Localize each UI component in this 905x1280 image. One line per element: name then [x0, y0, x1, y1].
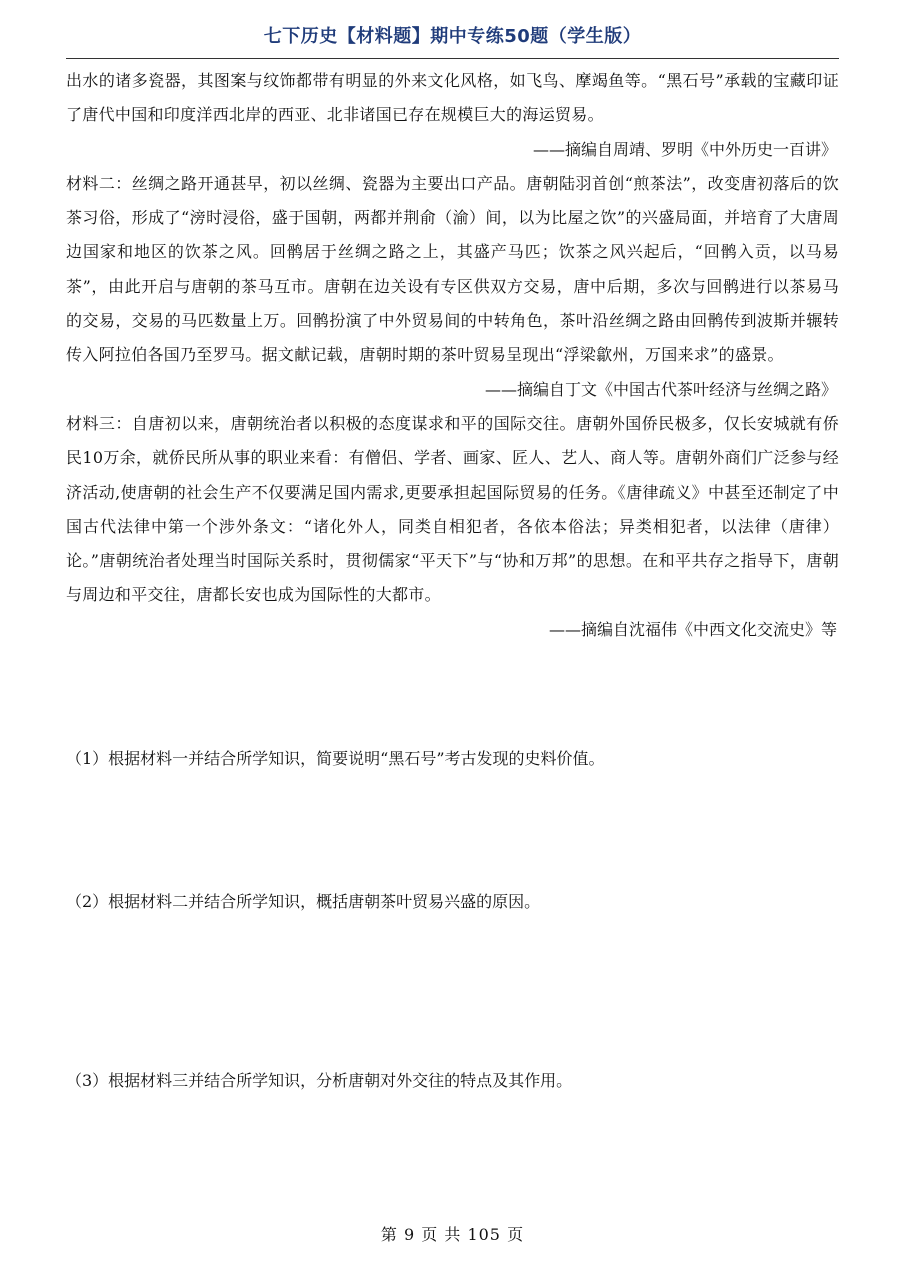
material-one-source: ——摘编自周靖、罗明《中外历史一百讲》: [532, 139, 837, 159]
question-2: （2）根据材料二并结合所学知识，概括唐朝茶叶贸易兴盛的原因。: [66, 892, 541, 911]
page-header-title: 七下历史【材料题】期中专练50题（学生版）: [263, 26, 642, 47]
material-one-tail-text: 出水的诸多瓷器，其图案与纹饰都带有明显的外来文化风格，如飞鸟、摩竭鱼等。“黑石号”承载的宝藏印证了唐代中国和印度洋西北岸的西亚、北非诸国已存在规模巨大的海运贸易。: [66, 71, 839, 125]
material-two-text: 材料二：丝绸之路开通甚早，初以丝绸、瓷器为主要出口产品。唐朝陆羽首创“煎茶法”，改变唐初落后的饮茶习俗，形成了“滂时浸俗，盛于国朝，两都并荆俞（渝）间，以为比屋之饮”的兴盛局面，并培育了大唐周边国家和地区的饮茶之风。回鹘居于丝绸之路之上，其盛产马匹；饮茶之风兴起后，“回鹘入贡，以马易茶”，由此开启与唐朝的茶马互市。唐朝在边关设有专区供双方交易，唐中后期，多次与回鹘进行以茶易马的交易，交易的马匹数量上万。回鹘扮演了中外贸易间的中转角色，茶叶沿丝绸之路由回鹘传到波斯并辗转传入阿拉伯各国乃至罗马。据文献记载，唐朝时期的茶叶贸易呈现出“浮梁歙州，万国来求”的盛景。: [66, 173, 839, 365]
material-three-source: ——摘编自沈福伟《中西文化交流史》等: [548, 619, 837, 639]
document-body: [66, 64, 839, 647]
header-divider: [66, 58, 839, 59]
question-3: （3）根据材料三并结合所学知识，分析唐朝对外交往的特点及其作用。: [66, 1071, 573, 1090]
page-number-footer: 第 9 页 共 105 页: [380, 1225, 525, 1244]
material-three-text: 材料三：自唐初以来，唐朝统治者以积极的态度谋求和平的国际交往。唐朝外国侨民极多，仅长安城就有侨民10万余，就侨民所从事的职业来看：有僧侣、学者、画家、匠人、艺人、商人等。唐朝外商们广泛参与经济活动,使唐朝的社会生产不仅要满足国内需求,更要承担起国际贸易的任务。《唐律疏义》中甚至还制定了中国古代法律中第一个涉外条文：“诸化外人，同类自相犯者，各依本俗法；异类相犯者，以法律（唐律）论。”唐朝统治者处理当时国际关系时，贯彻儒家“平天下”与“协和万邦”的思想。在和平共存之指导下，唐朝与周边和平交往，唐都长安也成为国际性的大都市。: [66, 413, 839, 605]
material-two-source: ——摘编自丁文《中国古代茶叶经济与丝绸之路》: [484, 379, 837, 399]
question-1: （1）根据材料一并结合所学知识，简要说明“黑石号”考古发现的史料价值。: [66, 749, 605, 768]
